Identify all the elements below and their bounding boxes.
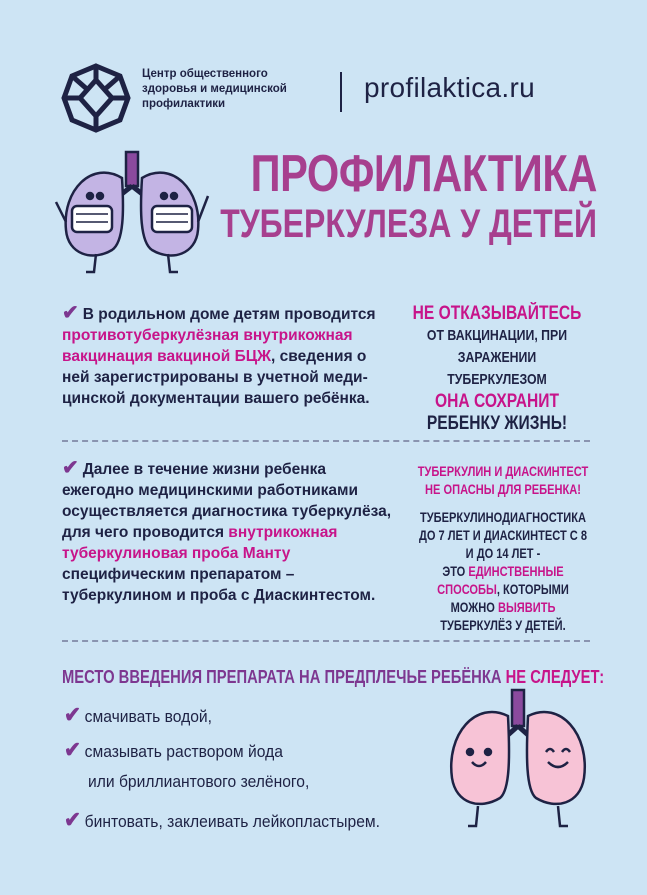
- check-icon: ✔: [64, 737, 81, 762]
- organization-logo-icon: [60, 62, 132, 134]
- org-line-2: здоровья и медицинской: [142, 83, 287, 95]
- organization-name: [142, 67, 332, 112]
- list-item-continuation: [88, 772, 309, 792]
- bottom-heading-text: МЕСТО ВВЕДЕНИЯ ПРЕПАРАТА НА ПРЕДПЛЕЧЬЕ РЕБЁНКА: [62, 667, 506, 687]
- list-item-text: бинтовать, заклеивать лейкопластырем.: [84, 812, 381, 831]
- check-icon: ✔: [64, 807, 81, 832]
- callout1-line-b: ОТ ВАКЦИНАЦИИ, ПРИ ЗАРАЖЕНИИ ТУБЕРКУЛЕЗОМ: [426, 327, 568, 388]
- section2-text-b: специфическим препаратом – туберкулином и проба с Диаскинтестом.: [62, 566, 376, 604]
- org-line-1: Центр общественного: [142, 68, 268, 80]
- org-line-3: профилактики: [142, 98, 226, 110]
- check-icon: ✔: [62, 302, 79, 324]
- check-icon: ✔: [64, 702, 81, 727]
- section2-highlight: внутрикожная туберкулиновая проба Манту: [62, 524, 338, 562]
- callout2-line-b: ТУБЕРКУЛИНОДИАГНОСТИКА ДО 7 ЛЕТ И ДИАСКИНТЕСТ С 8 И ДО 14 ЛЕТ -: [418, 510, 588, 561]
- section-diagnostics: [62, 458, 392, 606]
- bottom-heading: [62, 667, 604, 688]
- callout-vaccination: [411, 303, 583, 435]
- callout1-line-a: НЕ ОТКАЗЫВАЙТЕСЬ: [412, 303, 582, 324]
- list-item-text: смазывать раствором йода: [84, 742, 283, 761]
- section1-highlight: противотуберкулёзная внутрикожная вакцинация вакциной БЦЖ: [62, 327, 353, 365]
- list-item: [64, 702, 212, 728]
- bottom-heading-highlight: НЕ СЛЕДУЕТ:: [505, 667, 605, 687]
- callout1-line-d: РЕБЕНКУ ЖИЗНЬ!: [426, 413, 568, 434]
- check-icon: ✔: [62, 457, 79, 479]
- list-item-text: смачивать водой,: [84, 707, 213, 726]
- dashed-divider: [62, 440, 590, 442]
- list-item: [64, 807, 380, 833]
- title-line-1: ПРОФИЛАКТИКА: [250, 145, 597, 203]
- dashed-divider: [62, 640, 590, 642]
- callout2-c3: , КОТОРЫМИ МОЖНО: [450, 582, 569, 615]
- happy-lungs-mascot-icon: [438, 686, 598, 836]
- callout2-c5: ТУБЕРКУЛЁЗ У ДЕТЕЙ.: [440, 618, 566, 633]
- callout2-line-c: [417, 563, 589, 635]
- section1-text-b: , сведения о ней зарегистрированы в учетной меди-цинской документации вашего ребёнка.: [62, 348, 370, 407]
- list-item: [64, 737, 283, 763]
- section-vaccination: [62, 303, 392, 409]
- section2-text-a: Далее в течение жизни ребенка ежегодно медицинскими работниками осуществляется диагностика туберкулёза, для чего проводится: [62, 461, 392, 541]
- list-item-text: или бриллиантового зелёного,: [88, 772, 310, 791]
- site-url[interactable]: profilaktica.ru: [364, 72, 536, 103]
- callout2-c1: ЭТО: [442, 564, 469, 579]
- section1-text-a: В родильном доме детям проводится: [82, 306, 376, 323]
- header-divider: [340, 72, 342, 112]
- callout-diagnostics: [417, 463, 589, 635]
- title-line-2: ТУБЕРКУЛЕЗА У ДЕТЕЙ: [220, 202, 597, 246]
- callout2-c2: ЕДИНСТВЕННЫЕ СПОСОБЫ: [437, 564, 564, 597]
- callout2-line-a: ТУБЕРКУЛИН И ДИАСКИНТЕСТ НЕ ОПАСНЫ ДЛЯ РЕБЕНКА!: [417, 464, 589, 497]
- page-title: [126, 146, 597, 246]
- callout2-c4: ВЫЯВИТЬ: [497, 600, 556, 615]
- callout1-line-c: ОНА СОХРАНИТ: [435, 391, 559, 412]
